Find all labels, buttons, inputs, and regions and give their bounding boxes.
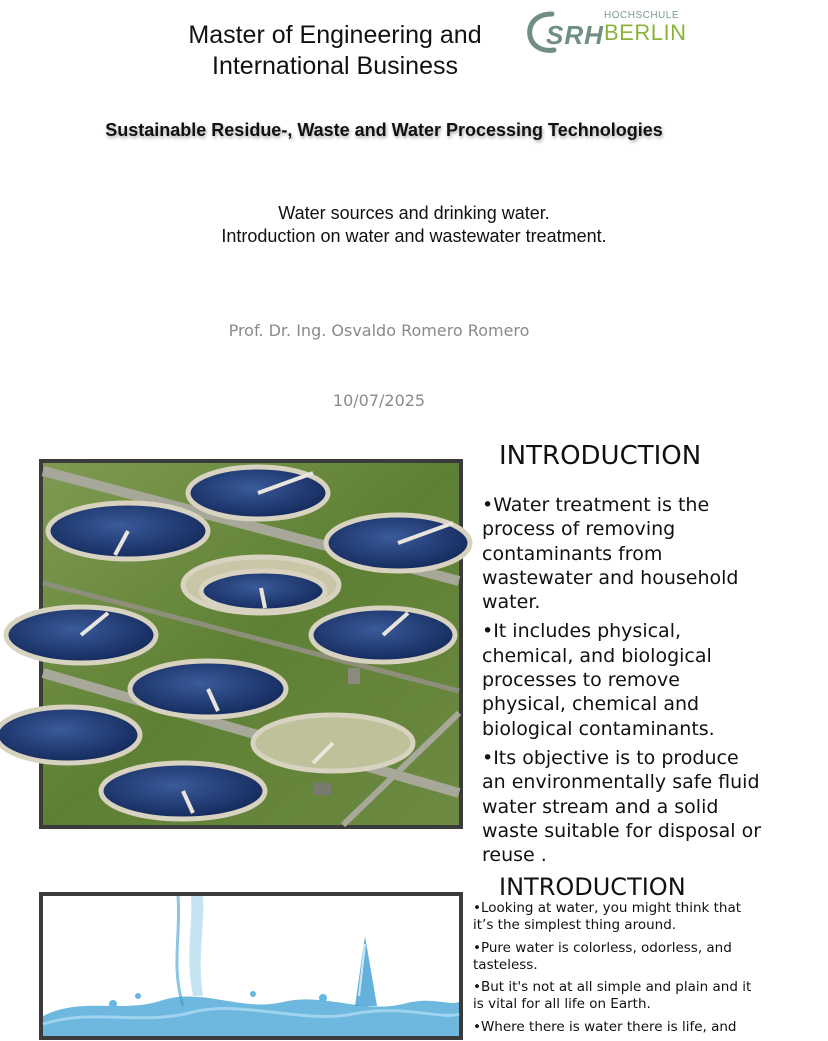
program-title <box>150 20 520 82</box>
bullet-item: •Water treatment is the process of removing contaminants from wastewater and household water. <box>482 494 739 614</box>
logo-srh-text: SRH <box>546 20 604 50</box>
logo-berlin-text: BERLIN <box>604 20 687 45</box>
bullet-item: •Pure water is colorless, odorless, and tasteless. <box>473 939 732 973</box>
bullet-item: •But it's not at all simple and plain and it is vital for all life on Earth. <box>473 979 752 1013</box>
bullet-item: •It includes physical, chemical, and biological processes to remove physical, chemical and biological contaminants. <box>482 620 715 740</box>
water-splash-illustration <box>43 896 459 1036</box>
treatment-plant-aerial-illustration <box>43 463 459 825</box>
lecture-subtitle-line1: Water sources and drinking water. <box>278 203 550 223</box>
srh-berlin-logo <box>524 8 687 54</box>
intro-slide-1-bullets <box>482 493 764 872</box>
bullet-item: •Looking at water, you might think that it’s the simplest thing around. <box>473 900 742 934</box>
logo-hochschule-text: HOCHSCHULE <box>604 10 680 21</box>
title-slide <box>0 0 768 440</box>
intro-slide-2-heading: INTRODUCTION <box>499 873 686 901</box>
bullet-item: •Its objective is to produce an environmentally safe fluid water stream and a solid waste suitable for disposal or reuse . <box>482 746 762 867</box>
wastewater-treatment-plant-image <box>39 459 463 829</box>
author-name: Prof. Dr. Ing. Osvaldo Romero Romero <box>228 321 530 340</box>
lecture-date: 10/07/2025 <box>332 391 426 410</box>
water-splash-image <box>39 892 463 1040</box>
lecture-subtitle <box>0 202 828 248</box>
lecture-subtitle-line2: Introduction on water and wastewater treatment. <box>221 226 607 246</box>
program-title-line2: International Business <box>212 52 458 80</box>
course-title: Sustainable Residue-, Waste and Water Processing Technologies <box>105 120 663 140</box>
bullet-item: •Where there is water there is life, and <box>473 1018 737 1035</box>
intro-slide-1-heading: INTRODUCTION <box>499 441 702 471</box>
program-title-line1: Master of Engineering and <box>188 21 482 49</box>
intro-slide-2-bullets <box>473 900 758 1041</box>
